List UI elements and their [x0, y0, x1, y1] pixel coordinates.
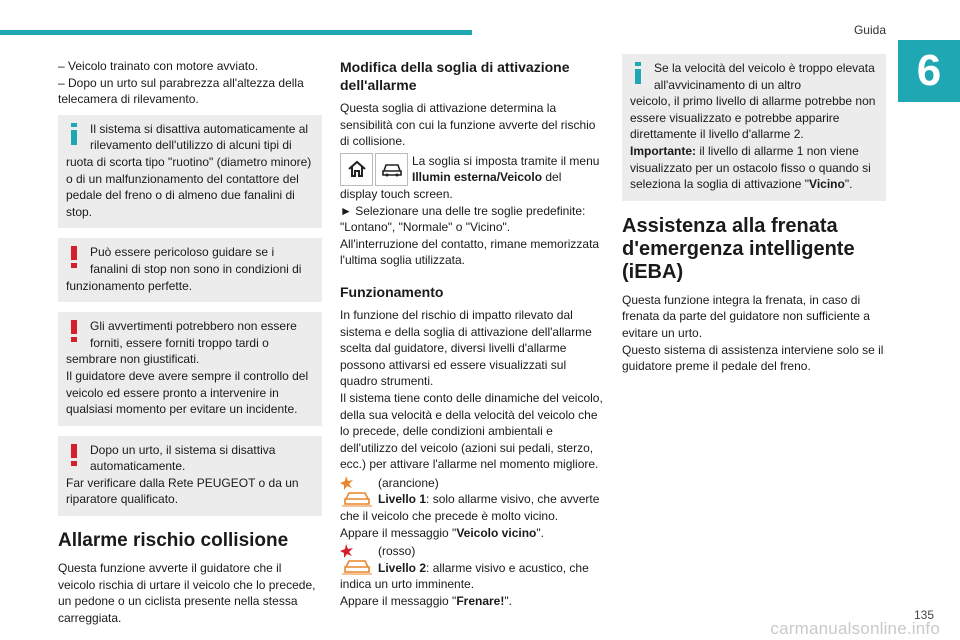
page-number: 135: [913, 608, 934, 623]
body-text: che il veicolo che precede è molto vicino.: [340, 509, 559, 524]
body-text: Questa funzione integra la frenata, in caso di frenata da parte del guidatore non sufficiente a evitare un urto.: [622, 292, 870, 340]
warning-text-lead: Può essere pericoloso guidare se i fanalini di stop non sono in condizioni di: [90, 245, 302, 276]
warning-text-lead: Dopo un urto, il sistema si disattiva automaticamente.: [90, 442, 276, 474]
info-icon: [66, 122, 82, 146]
alert-message: Appare il messaggio "Veicolo vicino".: [340, 525, 544, 540]
alert-message: Appare il messaggio "Frenare!".: [340, 594, 512, 609]
warning-text-lead: Gli avvertimenti potrebbero non essere forniti, essere forniti troppo tardi o: [90, 319, 297, 350]
section-heading: Assistenza alla frenata d'emergenza intelligente (iEBA): [622, 214, 855, 283]
section-heading: Allarme rischio collisione: [58, 530, 289, 552]
menu-instruction: La soglia si imposta tramite il menu Illumin esterna/Veicolo del: [412, 153, 600, 185]
warning-box: [58, 312, 322, 426]
info-text: veicolo, il primo livello di allarme potrebbe non essere visualizzato e potrebbe apparire direttamente il livello d'allarme 2.: [630, 94, 876, 142]
info-box: [622, 54, 886, 201]
body-text: In funzione del rischio di impatto rilevato dal sistema e della soglia di attivazione dell'allarme scelta dal guidatore, diversi livelli d'allarme possono attivarsi ed essere visualizzati sul quadro strumenti.: [340, 307, 592, 389]
body-text: indica un urto imminente.: [340, 577, 475, 592]
home-icon: [340, 153, 373, 186]
warning-box: [58, 238, 322, 302]
menu-icons-row: [340, 153, 604, 186]
column-3: [622, 58, 886, 375]
warning-text: sembrare non giustificati.: [66, 352, 200, 367]
warning-text: Far verificare dalla Rete PEUGEOT o da un riparatore qualificato.: [66, 475, 299, 507]
alert-color-label: (arancione): [378, 475, 439, 490]
watermark: carmanualsonline.info: [770, 619, 940, 639]
body-text: Il sistema tiene conto delle dinamiche del veicolo, della sua velocità e della velocità del veicolo che lo precede, delle condizioni ambientali e dell'utilizzo del veicolo (azioni sui pedali, sterzo, ecc.) per attivare l'allarme nel momento migliore.: [340, 390, 603, 472]
body-text: Questa soglia di attivazione determina la sensibilità con cui la funzione avverte del rischio di collisione.: [340, 101, 596, 149]
collision-alert-red-icon: [340, 543, 374, 575]
body-text: All'interruzione del contatto, rimane memorizzata l'ultima soglia utilizzata.: [340, 236, 600, 268]
warning-text: funzionamento perfette.: [66, 278, 193, 293]
collision-alert-orange-icon: [340, 475, 374, 507]
info-icon: [630, 61, 646, 85]
alert-color-label: (rosso): [378, 544, 416, 559]
warning-text: Il guidatore deve avere sempre il controllo del veicolo ed essere pronto a intervenire in qualsiasi momento per evitare un incidente.: [66, 368, 309, 417]
warning-icon: [66, 443, 82, 467]
info-text-lead: Il sistema si disattiva automaticamente al rilevamento dell'utilizzo di alcuni tipi di: [90, 121, 309, 153]
important-note: Importante: il livello di allarme 1 non viene visualizzato per un ostacolo fisso o quando si seleziona la soglia di attivazione "Vicino".: [630, 143, 871, 192]
top-accent-bar: [0, 30, 472, 35]
body-text: Questa funzione avverte il guidatore che il veicolo rischia di urtare il veicolo che lo precede, un pedone o un ciclista presente nella stessa carreggiata.: [58, 561, 316, 625]
step-text: ► Selezionare una delle tre soglie predefinite: "Lontano", "Normale" o "Vicino".: [340, 203, 586, 235]
body-text: display touch screen.: [340, 186, 453, 201]
warning-icon: [66, 319, 82, 343]
column-1: [58, 58, 322, 626]
warning-icon: [66, 245, 82, 269]
menu-path: Illumin esterna/Veicolo: [412, 170, 543, 185]
list-item: – Veicolo trainato con motore avviato.: [58, 59, 259, 73]
list-item: – Dopo un urto sul parabrezza all'altezza della telecamera di rilevamento.: [58, 75, 304, 107]
chapter-number: 6: [898, 40, 960, 102]
section-label: Guida: [853, 23, 886, 37]
info-box: [58, 115, 322, 229]
info-text-lead: Se la velocità del veicolo è troppo elevata all'avvicinamento di un altro: [654, 61, 875, 92]
info-text: ruota di scorta tipo "ruotino" (diametro minore) o di un malfunzionamento del contattore del pedale del freno o di almeno due fanalini di stop.: [66, 154, 312, 219]
alert-level-1: (arancione) Livello 1: solo allarme visivo, che avverte: [340, 475, 604, 508]
warning-box: [58, 436, 322, 516]
car-icon: [375, 153, 408, 186]
subsection-heading: Modifica della soglia di attivazione dell'allarme: [340, 59, 570, 93]
subsection-heading: Funzionamento: [340, 283, 444, 300]
body-text: Questo sistema di assistenza interviene solo se il guidatore preme il pedale del freno.: [622, 342, 884, 374]
column-2: [340, 58, 604, 610]
alert-level-2: (rosso) Livello 2: allarme visivo e acustico, che: [340, 543, 604, 576]
